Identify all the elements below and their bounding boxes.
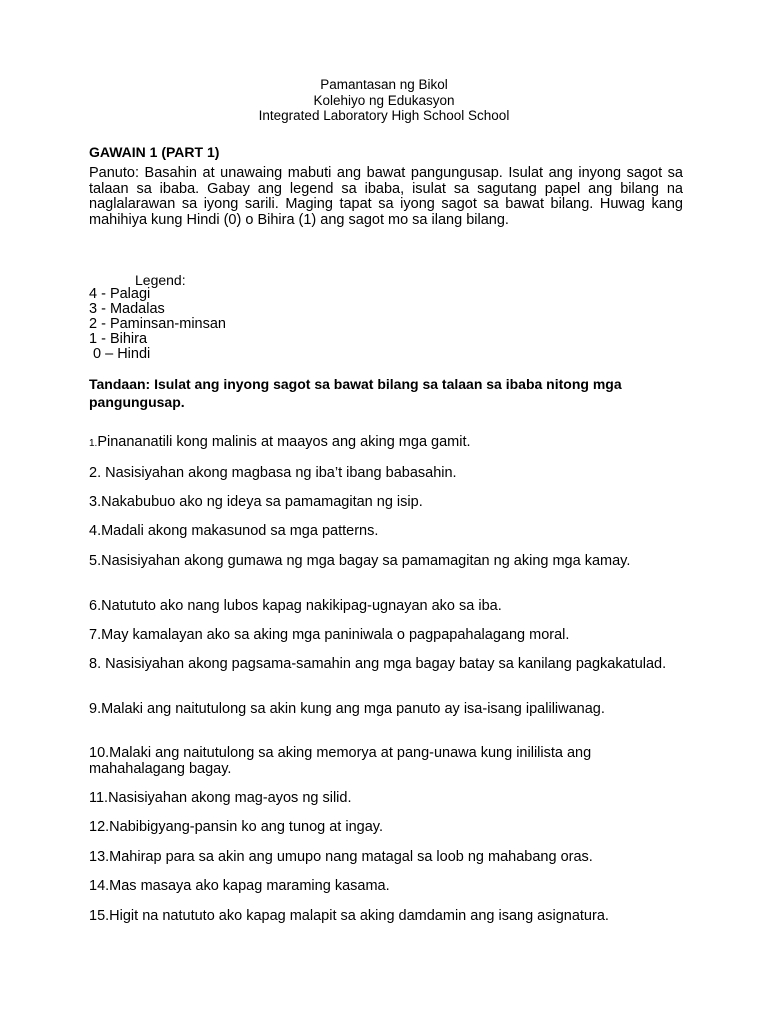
statement-item: 10.Malaki ang naitutulong sa aking memorya at pang-unawa kung inililista ang mahahalagang bagay. bbox=[89, 745, 592, 777]
statement-text: Pinananatili kong malinis at maayos ang aking mga gamit. bbox=[97, 434, 471, 450]
statement-item: 13.Mahirap para sa akin ang umupo nang matagal sa loob ng mahabang oras. bbox=[89, 849, 593, 865]
college-name: Kolehiyo ng Edukasyon bbox=[313, 92, 455, 108]
legend-item: 3 - Madalas bbox=[89, 301, 165, 317]
legend-item: 1 - Bihira bbox=[89, 331, 148, 347]
statement-item: 5.Nasisiyahan akong gumawa ng mga bagay sa pamamagitan ng aking mga kamay. bbox=[89, 553, 631, 569]
statement-item: 3.Nakabubuo ako ng ideya sa pamamagitan ng isip. bbox=[89, 494, 423, 510]
legend-item: 4 - Palagi bbox=[89, 286, 151, 302]
statement-item: 6.Natututo ako nang lubos kapag nakikipag-ugnayan ako sa iba. bbox=[89, 598, 502, 614]
statement-item: 11.Nasisiyahan akong mag-ayos ng silid. bbox=[89, 790, 352, 806]
legend-item: 0 – Hindi bbox=[89, 346, 151, 362]
school-name: Integrated Laboratory High School School bbox=[258, 108, 510, 123]
activity-title: GAWAIN 1 (PART 1) bbox=[89, 144, 220, 160]
statement-number: 1. bbox=[89, 438, 98, 449]
statement-item: 9.Malaki ang naitutulong sa akin kung ang mga panuto ay isa-isang ipaliliwanag. bbox=[89, 701, 605, 717]
instructions-paragraph: Panuto: Basahin at unawaing mabuti ang bawat pangungusap. Isulat ang inyong sagot sa talaan sa ibaba. Gabay ang legend sa ibaba, isulat sa sagutang papel ang bilang na naglalarawan sa iyong sarili. Maging tapat sa iyong sagot sa bawat bilang. Huwag kang mahihiya kung Hindi (0) o Bihira (1) ang sagot mo sa ilang bilang. bbox=[89, 165, 683, 228]
legend-item: 2 - Paminsan-minsan bbox=[89, 316, 226, 332]
statement-item: 15.Higit na natututo ako kapag malapit sa aking damdamin ang isang asignatura. bbox=[89, 908, 609, 924]
reminder-note: Tandaan: Isulat ang inyong sagot sa bawat bilang sa talaan sa ibaba nitong mga pangungusap. bbox=[89, 376, 622, 410]
statement-item: 8. Nasisiyahan akong pagsama-samahin ang mga bagay batay sa kanilang pagkakatulad. bbox=[89, 656, 667, 672]
statement-item bbox=[89, 434, 689, 452]
document-header bbox=[0, 77, 768, 124]
legend-list bbox=[89, 287, 226, 362]
statement-item: 12.Nabibigyang-pansin ko ang tunog at ingay. bbox=[89, 819, 383, 835]
statement-item: 2. Nasisiyahan akong magbasa ng iba’t ibang babasahin. bbox=[89, 465, 457, 481]
statement-item: 7.May kamalayan ako sa aking mga paniniwala o pagpapahalagang moral. bbox=[89, 627, 570, 643]
statement-item: 14.Mas masaya ako kapag maraming kasama. bbox=[89, 878, 390, 894]
statement-item: 4.Madali akong makasunod sa mga patterns. bbox=[89, 523, 379, 539]
university-name: Pamantasan ng Bikol bbox=[320, 77, 448, 92]
legend-title: Legend: bbox=[135, 272, 186, 288]
